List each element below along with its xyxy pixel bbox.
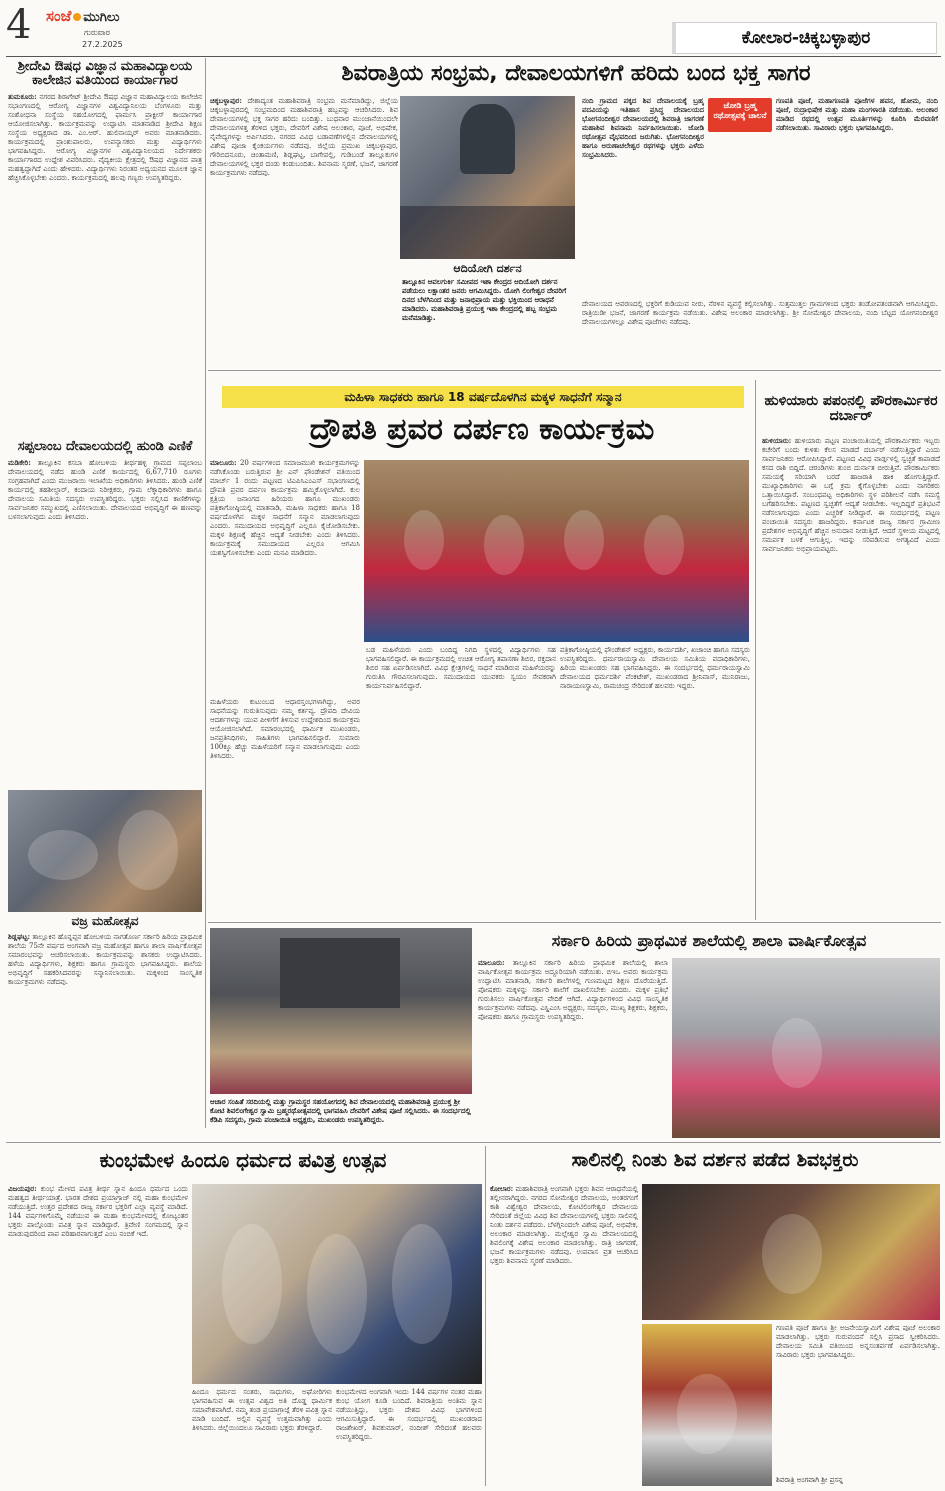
feature-col2: ಮಹಿಳೆಯರು ಕುಟುಂಬದ ಆಧಾರಸ್ತಂಭಗಳಾಗಿದ್ದು, ಅವರ ಸಾಧನೆಯನ್ನು ಗುರುತಿಸುವುದು ನಮ್ಮ ಕರ್ತವ್ಯ. ದ್ರೌಪದಿ ದೇವಿಯ ಆದರ್ಶಗಳನ್ನು ಯುವ ಪೀಳಿಗೆಗೆ ತಿಳಿಸುವ ಉದ್ದೇಶದಿಂದ ಕಾರ್ಯಕ್ರಮ ಆಯೋಜಿಸಲಾಗಿದೆ. ಸಮಾರಂಭದಲ್ಲಿ ಧಾರ್ಮಿಕ ಮುಖಂಡರು, ಜನಪ್ರತಿನಿಧಿಗಳು, ಸಾಹಿತಿಗಳು ಭಾಗವಹಿಸಲಿದ್ದಾರೆ. ಸುಮಾರು 100ಕ್ಕೂ ಹೆಚ್ಚು ಮಹಿಳೆಯರಿಗೆ ಸನ್ಮಾನ ಮಾಡಲಾಗುವುದು ಎಂದು ತಿಳಿಸಿದರು. — [210, 698, 360, 760]
kumbh-col3: ಕುಂಭಮೇಳದ ಅಂಗವಾಗಿ ಇಂದು 144 ವರ್ಷಗಳ ನಂತರ ಮಹಾ ಕುಂಭ ಯೋಗ ಕೂಡಿ ಬಂದಿದೆ. ಶಿವರಾತ್ರಿಯ ಅಂತಿಮ ಸ್ನಾನ ನಡೆಯುತ್ತಿದ್ದು, ಭಕ್ತರು ದೇಶದ ವಿವಿಧ ಭಾಗಗಳಿಂದ ಆಗಮಿಸುತ್ತಿದ್ದಾರೆ. ಈ ಸಂದರ್ಭದಲ್ಲಿ ಮುಖಂಡರಾದ ರಾಜಶೇಖರ್, ಶಿವಕುಮಾರ್, ನಂದೀಶ್ ಸೇರಿದಂತೆ ಹಲವರು ಉಪಸ್ಥಿತರಿದ್ದರು. — [336, 1388, 482, 1441]
diamond-jubilee-title: ವಜ್ರ ಮಹೋತ್ಸವ — [71, 914, 139, 928]
feature-col3: ಬಡ ಮಹಿಳೆಯರು ಎಂದು ಬಂದಿದ್ದ ನಿಗದಿ ಸ್ಥಳದಲ್ಲಿ ವಿದ್ಯಾರ್ಥಿಗಳು ಸಹ ಭಾಗವಹಿಸಲಿದ್ದಾರೆ. ಈ ಕಾರ್ಯಕ್ರಮದಲ್ಲಿ ಉಚಿತ ಆರೋಗ್ಯ ತಪಾಸಣಾ ಶಿಬಿರ, ರಕ್ತದಾನ ಶಿಬಿರ ಸಹ ಏರ್ಪಡಿಸಲಾಗಿದೆ. ವಿವಿಧ ಕ್ಷೇತ್ರಗಳಲ್ಲಿ ಸಾಧನೆ ಮಾಡಿರುವ ಮಹಿಳೆಯರನ್ನು ಗುರುತಿಸಿ ಗೌರವಿಸಲಾಗುವುದು. ಸಮುದಾಯದ ಯುವಕರು ಸ್ವಯಂ ಸೇವಕರಾಗಿ ಕಾರ್ಯನಿರ್ವಹಿಸಲಿದ್ದಾರೆ. — [366, 646, 556, 690]
feature-col1: ಮಾಲೂರು: 20 ವರ್ಷಗಳಿಂದ ಸಮಾಜಮುಖಿ ಕಾರ್ಯಕ್ರಮಗಳನ್ನು ನಡೆಸಿಕೊಂಡು ಬರುತ್ತಿರುವ ಶ್ರೀ ಎನ್ ಫೌಂಡೇಶನ್ ವತಿಯಿಂದ ಮಾರ್ಚ್ 1 ರಂದು ಪಟ್ಟಣದ ಟಿಎಪಿಸಿಎಂಎಸ್ ಸಭಾಂಗಣದಲ್ಲಿ ದ್ರೌಪತಿ ಪ್ರವರ ದರ್ಪಣ ಕಾರ್ಯಕ್ರಮ ಹಮ್ಮಿಕೊಳ್ಳಲಾಗಿದೆ. ಕುಲ ಕ್ಷತ್ರಿಯ ಜನಾಂಗದ ಹಿರಿಯರು ಹಾಗೂ ಮುಖಂಡರು ಪತ್ರಿಕಾಗೋಷ್ಠಿಯಲ್ಲಿ ಮಾತನಾಡಿ, ಮಹಿಳಾ ಸಾಧಕರು ಹಾಗೂ 18 ವರ್ಷದೊಳಗಿನ ಮಕ್ಕಳ ಸಾಧನೆಗೆ ಸನ್ಮಾನ ಮಾಡಲಾಗುವುದು ಎಂದರು. ಸಮುದಾಯದ ಅಭಿವೃದ್ಧಿಗೆ ಎಲ್ಲರೂ ಕೈಜೋಡಿಸಬೇಕು. ಮಕ್ಕಳ ಶಿಕ್ಷಣಕ್ಕೆ ಹೆಚ್ಚಿನ ಆದ್ಯತೆ ನೀಡಬೇಕು ಎಂದು ತಿಳಿಸಿದರು. ಕಾರ್ಯಕ್ರಮಕ್ಕೆ ಸಮುದಾಯದ ಎಲ್ಲರೂ ಆಗಮಿಸಿ ಯಶಸ್ವಿಗೊಳಿಸಬೇಕು ಎಂದು ಮನವಿ ಮಾಡಿದರು. — [210, 458, 360, 557]
shiva-darshan-col1: ಕೋಲಾರ: ಮಹಾಶಿವರಾತ್ರಿ ಅಂಗವಾಗಿ ಭಕ್ತರು ಶಿವನ ಆರಾಧನೆಯಲ್ಲಿ ತಲ್ಲೀನರಾಗಿದ್ದರು. ನಗರದ ಸೋಮೇಶ್ವರ ದೇವಾಲಯ, ಅಂತರಗಂಗೆ ಕಾಶಿ ವಿಶ್ವೇಶ್ವರ ದೇವಾಲಯ, ಕೋಟಿಲಿಂಗೇಶ್ವರ ದೇವಾಲಯ ಸೇರಿದಂತೆ ಜಿಲ್ಲೆಯ ವಿವಿಧ ಶಿವ ದೇವಾಲಯಗಳಲ್ಲಿ ಭಕ್ತರು ಸಾಲಿನಲ್ಲಿ ನಿಂತು ದರ್ಶನ ಪಡೆದರು. ಬೆಳಗ್ಗಿನಿಂದಲೇ ವಿಶೇಷ ಪೂಜೆ, ಅಭಿಷೇಕ, ಅಲಂಕಾರ ಮಾಡಲಾಗಿತ್ತು. ಮಲ್ಲೇಶ್ವರ ಸ್ವಾಮಿ ದೇವಾಲಯದಲ್ಲಿ ಶಿವಲಿಂಗಕ್ಕೆ ವಿಶೇಷ ಅಲಂಕಾರ ಮಾಡಲಾಗಿತ್ತು. ರಾತ್ರಿ ಜಾಗರಣೆ, ಭಜನೆ ಕಾರ್ಯಕ್ರಮಗಳು ನಡೆದವು. ಉಪವಾಸ ವ್ರತ ಆಚರಿಸಿದ ಭಕ್ತರು ಶಿವನಾಮ ಸ್ಮರಣೆ ಮಾಡಿದರು. — [490, 1184, 638, 1265]
masthead — [0, 0, 945, 56]
kumbh-col1: ವಿಜಯಪುರ: ಕುಂಭ ಮೇಳದ ಪವಿತ್ರ ತೀರ್ಥ ಸ್ನಾನ ಹಿಂದೂ ಧರ್ಮದ ಒಂದು ಮಹತ್ವದ ತೀರ್ಥಯಾತ್ರೆ. ಭಾರತ ದೇಶದ ಪ್ರಯಾಗ್ರಾಜ್ ನಲ್ಲಿ ಮಹಾ ಕುಂಭಮೇಳ ನಡೆಯುತ್ತಿದೆ. ಉತ್ತರ ಪ್ರದೇಶದ ರಾಜ್ಯ ಸರ್ಕಾರ ಭಕ್ತರಿಗೆ ಎಲ್ಲಾ ವ್ಯವಸ್ಥೆ ಮಾಡಿದೆ. 144 ವರ್ಷಗಳಿಗೊಮ್ಮೆ ನಡೆಯುವ ಈ ಮಹಾ ಕುಂಭಮೇಳದಲ್ಲಿ ಕೋಟ್ಯಂತರ ಭಕ್ತರು ಪಾಲ್ಗೊಂಡು ಪವಿತ್ರ ಸ್ನಾನ ಮಾಡಿದ್ದಾರೆ. ತ್ರಿವೇಣಿ ಸಂಗಮದಲ್ಲಿ ಸ್ನಾನ ಮಾಡುವುದರಿಂದ ಪಾಪ ಪರಿಹಾರವಾಗುತ್ತದೆ ಎಂಬ ನಂಬಿಕೆ ಇದೆ. — [8, 1184, 188, 1238]
diamond-jubilee-body: ಶಿಡ್ಲಘಟ್ಟ: ತಾಲ್ಲೂಕಿನ ಹೊನ್ನಪ್ಪನ ಹೋಬಳಿಯ ನಾಗತೊರ್ಣ ಸರ್ಕಾರಿ ಹಿರಿಯ ಪ್ರಾಥಮಿಕ ಶಾಲೆಯ 75ನೇ ವರ್ಷದ ಅಂಗವಾಗಿ ವಜ್ರ ಮಹೋತ್ಸವ ಹಾಗೂ ಶಾಲಾ ವಾರ್ಷಿಕೋತ್ಸವ ಸಮಾರಂಭವನ್ನು ಆಚರಿಸಲಾಯಿತು. ಕಾರ್ಯಕ್ರಮವನ್ನು ಶಾಸಕರು ಉದ್ಘಾಟಿಸಿದರು. ಹಳೆಯ ವಿದ್ಯಾರ್ಥಿಗಳು, ಶಿಕ್ಷಕರು ಹಾಗೂ ಗ್ರಾಮಸ್ಥರು ಭಾಗವಹಿಸಿದ್ದರು. ಶಾಲೆಯ ಅಭಿವೃದ್ಧಿಗೆ ಸಹಕರಿಸಿದವರನ್ನು ಸನ್ಮಾನಿಸಲಾಯಿತು. ಮಕ್ಕಳಿಂದ ಸಾಂಸ್ಕೃತಿಕ ಕಾರ್ಯಕ್ರಮಗಳು ನಡೆದವು. — [8, 932, 202, 986]
feature-kicker: ಮಹಿಳಾ ಸಾಧಕರು ಹಾಗೂ 18 ವರ್ಷದೊಳಗಿನ ಮಕ್ಕಳ ಸಾಧನೆಗೆ ಸನ್ಮಾನ — [222, 386, 744, 408]
sun-icon — [73, 13, 81, 21]
ganesha-photo — [642, 1324, 772, 1486]
paper-name-red: ಸಂಜೆ — [46, 7, 72, 25]
diamond-jubilee-photo — [8, 790, 202, 912]
rathotsava-tag: ಜೋಡಿ ಬ್ರಹ್ಮ ರಥೋತ್ಸವಕ್ಕೆ ಚಾಲನೆ — [708, 98, 772, 132]
huliyar-headline: ಹುಳಿಯಾರು ಪಪಂನಲ್ಲಿ ಪೌರಕಾರ್ಮಿಕರ ದರ್ಬಾರ್ — [764, 393, 938, 425]
feature-col4: ಪತ್ರಿಕಾಗೋಷ್ಠಿಯಲ್ಲಿ ಫೌಂಡೇಶನ್ ಅಧ್ಯಕ್ಷರು, ಕಾರ್ಯದರ್ಶಿ, ಖಜಾಂಚಿ ಹಾಗೂ ಸದಸ್ಯರು ಉಪಸ್ಥಿತರಿದ್ದರು. ಧರ್ಮರಾಯಸ್ವಾಮಿ ದೇವಾಲಯ ಸಮಿತಿಯ ಪದಾಧಿಕಾರಿಗಳು, ಹಿರಿಯ ಮುಖಂಡರು ಸಹ ಭಾಗವಹಿಸಿದ್ದರು. ಈ ಸಂದರ್ಭದಲ್ಲಿ ಧರ್ಮರಾಯಸ್ವಾಮಿ ದೇವಾಲಯದ ಧರ್ಮದರ್ಶಿ ವೆಂಕಟೇಶ್, ಮುಖಂಡರಾದ ಶ್ರೀನಿವಾಸ್, ಮುನಿರಾಜು, ನಾರಾಯಣಸ್ವಾಮಿ, ರಾಮಚಂದ್ರ ಸೇರಿದಂತೆ ಹಲವರು ಇದ್ದರು. — [560, 646, 750, 690]
workshop-body: ತುಮಕೂರು: ನಗರದ ಶಿರಾಗೇಟ್ ಶ್ರೀದೇವಿ ಔಷಧ ವಿಜ್ಞಾನ ಮಹಾವಿದ್ಯಾಲಯ ಕಾಲೇಜಿನ ಸಭಾಂಗಣದಲ್ಲಿ ಆರೋಗ್ಯ ವಿಜ್ಞಾನಗಳ ವಿಶ್ವವಿದ್ಯಾನಿಲಯ ಬೆಂಗಳೂರು ಮತ್ತು ಸಂಶೋಧನಾ ಸಂಸ್ಥೆಯ ಸಹಯೋಗದಲ್ಲಿ ಫಾರ್ಮಸಿ ಪ್ರಾಕ್ಟೀಸ್ ಕಾರ್ಯಾಗಾರ ಆಯೋಜಿಸಲಾಗಿತ್ತು. ಕಾರ್ಯಕ್ರಮವನ್ನು ಉದ್ಘಾಟಿಸಿ ಮಾತನಾಡಿದ ಶ್ರೀದೇವಿ ಶಿಕ್ಷಣ ಸಂಸ್ಥೆಯ ಅಧ್ಯಕ್ಷರಾದ ಡಾ. ಎಂ.ಆರ್. ಹುಲಿನಾಯ್ಕರ್ ಅವರು ಮಾತನಾಡಿದರು. ಕಾರ್ಯಕ್ರಮದಲ್ಲಿ ಪ್ರಾಂಶುಪಾಲರು, ಉಪನ್ಯಾಸಕರು ಮತ್ತು ವಿದ್ಯಾರ್ಥಿಗಳು ಭಾಗವಹಿಸಿದ್ದರು. ಆರೋಗ್ಯ ವಿಜ್ಞಾನಗಳ ವಿಶ್ವವಿದ್ಯಾನಿಲಯದ ನಿರ್ದೇಶಕರು ಕಾರ್ಯಾಗಾರದ ಉದ್ದೇಶ ವಿವರಿಸಿದರು. ವೈದ್ಯಕೀಯ ಕ್ಷೇತ್ರದಲ್ಲಿ ಔಷಧ ವಿಜ್ಞಾನದ ಪಾತ್ರ ಮಹತ್ವದ್ದಾಗಿದೆ ಎಂದು ಹೇಳಿದರು. ವಿದ್ಯಾರ್ಥಿಗಳು ನಿರಂತರ ಅಧ್ಯಯನದ ಮೂಲಕ ಜ್ಞಾನ ಹೆಚ್ಚಿಸಿಕೊಳ್ಳಬೇಕು ಎಂದರು. ಕಾರ್ಯಕ್ರಮದಲ್ಲಿ ಹಲವು ಗಣ್ಯರು ಉಪಸ್ಥಿತರಿದ್ದರು. — [8, 92, 202, 183]
region-title: ಕೋಲಾರ-ಚಿಕ್ಕಬಳ್ಳಾಪುರ — [741, 28, 871, 48]
lead-right-text-b: ಗಣಪತಿ ಪೂಜೆ, ಮಹಾಗಣಪತಿ ಪೂಜೆಗಳ ಹವನ, ಹೋಮ, ನಂದಿ ಪೂಜೆ, ರುದ್ರಾಭಿಷೇಕ ಮತ್ತು ಮಹಾ ಮಂಗಳಾರತಿ ನಡೆಯಿತು. ಅಲಂಕಾರ ಮಾಡಿದ ರಥದಲ್ಲಿ ಉತ್ಸವ ಮೂರ್ತಿಗಳನ್ನು ಕೂರಿಸಿ ಮೆರವಣಿಗೆ ನಡೆಸಲಾಯಿತು. ಸಾವಿರಾರು ಭಕ್ತರು ಭಾಗವಹಿಸಿದ್ದರು. — [776, 96, 938, 132]
school-body: ಮಾಲೂರು: ತಾಲ್ಲೂಕಿನ ಸರ್ಕಾರಿ ಹಿರಿಯ ಪ್ರಾಥಮಿಕ ಶಾಲೆಯಲ್ಲಿ ಶಾಲಾ ವಾರ್ಷಿಕೋತ್ಸವ ಕಾರ್ಯಕ್ರಮ ಅದ್ದೂರಿಯಾಗಿ ನಡೆಯಿತು. ಬಿಇಒ ಅವರು ಕಾರ್ಯಕ್ರಮ ಉದ್ಘಾಟಿಸಿ ಮಾತನಾಡಿ, ಸರ್ಕಾರಿ ಶಾಲೆಗಳಲ್ಲಿ ಗುಣಮಟ್ಟದ ಶಿಕ್ಷಣ ದೊರೆಯುತ್ತಿದೆ. ಪೋಷಕರು ಮಕ್ಕಳನ್ನು ಸರ್ಕಾರಿ ಶಾಲೆಗೆ ದಾಖಲಿಸಬೇಕು ಎಂದರು. ಮಕ್ಕಳ ಪ್ರತಿಭೆ ಗುರುತಿಸಲು ವಾರ್ಷಿಕೋತ್ಸವ ವೇದಿಕೆ ಆಗಿದೆ. ವಿದ್ಯಾರ್ಥಿಗಳಿಂದ ವಿವಿಧ ಸಾಂಸ್ಕೃತಿಕ ಕಾರ್ಯಕ್ರಮಗಳು ನಡೆದವು. ಎಸ್ಡಿಎಂಸಿ ಅಧ್ಯಕ್ಷರು, ಸದಸ್ಯರು, ಮುಖ್ಯ ಶಿಕ್ಷಕರು, ಶಿಕ್ಷಕರು, ಪೋಷಕರು ಹಾಗೂ ಗ್ರಾಮಸ್ಥರು ಉಪಸ್ಥಿತರಿದ್ದರು. — [478, 958, 668, 1021]
temple-crowd-photo — [210, 928, 472, 1094]
paper-name-black: ಮುಗಿಲು — [83, 10, 120, 25]
lead-right-text-a: ನಂದಿ ಗ್ರಾಮದ ಪಕ್ಕದ ಶಿವ ದೇವಾಲಯಕ್ಕೆ ಬ್ರಹ್ಮ ಪದವಿಯನ್ನು ಇತಿಹಾಸ ಪ್ರಸಿದ್ಧ ದೇವಾಲಯದ ಭೋಗನಂದೀಶ್ವರ ದೇವಾಲಯದಲ್ಲಿ ಶಿವರಾತ್ರಿ ಜಾಗರಣೆ ಮಹಾಶಿವ ಶಿವನಾಮ ನಿರ್ವಹಿಸಲಾಯಿತು. ಜೋಡಿ ರಥೋತ್ಸವ ವೈಭವದಿಂದ ಜರುಗಿತು. ಭೋಗನಂದೀಶ್ವರ ಹಾಗೂ ಅರುಣಾಚಲೇಶ್ವರ ರಥಗಳನ್ನು ಭಕ್ತರು ಎಳೆದು ಸಂಭ್ರಮಿಸಿದರು. — [582, 96, 704, 159]
kumbh-headline: ಕುಂಭಮೇಳ ಹಿಂದೂ ಧರ್ಮದ ಪವಿತ್ರ ಉತ್ಸವ — [99, 1148, 387, 1172]
page-number: 4 — [6, 2, 32, 48]
region-banner — [672, 22, 937, 54]
lead-bottom-text: ದೇವಾಲಯದ ಆವರಣದಲ್ಲಿ ಭಕ್ತರಿಗೆ ಕುಡಿಯುವ ನೀರು, ನೆರಳಿನ ವ್ಯವಸ್ಥೆ ಕಲ್ಪಿಸಲಾಗಿತ್ತು. ಸುತ್ತಮುತ್ತಲ ಗ್ರಾಮಗಳಿಂದ ಭಕ್ತರು ತಂಡೋಪತಂಡವಾಗಿ ಆಗಮಿಸಿದ್ದರು. ರಾತ್ರಿಯಿಡೀ ಭಜನೆ, ಜಾಗರಣೆ ಕಾರ್ಯಕ್ರಮ ನಡೆಯಿತು. ವಿಶೇಷ ಅಲಂಕಾರ ಮಾಡಲಾಗಿತ್ತು. ಶ್ರೀ ಸೋಮೇಶ್ವರ ದೇವಾಲಯ, ನಂದಿ ಬೆಟ್ಟದ ಯೋಗನಂದೀಶ್ವರ ದೇವಾಲಯಗಳಲ್ಲೂ ವಿಶೇಷ ಪೂಜೆಗಳು ನಡೆದವು. — [582, 300, 938, 326]
issue-day: ಗುರುವಾರ — [84, 28, 110, 37]
paper-logo — [46, 6, 146, 28]
temple-crowd-caption: ಆಚಾರ ಸಂಹಿತೆ ಸರದಿಯಲ್ಲಿ ಮತ್ತು ಗ್ರಾಮಸ್ಥರ ಸಹಯೋಗದಲ್ಲಿ ಶಿವ ದೇವಾಲಯದಲ್ಲಿ ಮಹಾಶಿವರಾತ್ರಿ ಪ್ರಯುಕ್ತ ಶ್ರೀ ಕೋಟಿ ಶಿವಲಿಂಗೇಶ್ವರ ಸ್ವಾಮಿ ಬ್ರಹ್ಮರಥೋತ್ಸವದಲ್ಲಿ ಭಾಗವಹಿಸಿ ದೇವರಿಗೆ ವಿಶೇಷ ಪೂಜೆ ಸಲ್ಲಿಸಿದರು. ಈ ಸಂದರ್ಭದಲ್ಲಿ ಕೆಡಿಪಿ ಸದಸ್ಯರು, ಗ್ರಾಮ ಪಂಚಾಯಿತಿ ಅಧ್ಯಕ್ಷರು, ಮುಖಂಡರು ಉಪಸ್ಥಿತರಿದ್ದರು. — [210, 1098, 471, 1124]
left-story-workshop — [8, 60, 202, 440]
huliyar-body: ಹುಳಿಯಾರು: ಹುಳಿಯಾರು ಪಟ್ಟಣ ಪಂಚಾಯಿತಿಯಲ್ಲಿ ಪೌರಕಾರ್ಮಿಕರು ಇಬ್ಬರು ಕಚೇರಿಗೆ ಬಂದು ಕುಳಿತು ಕೆಲಸ ಮಾಡದೆ ದರ್ಬಾರ್ ನಡೆಸುತ್ತಿದ್ದಾರೆ ಎಂದು ಸಾರ್ವಜನಿಕರು ಆರೋಪಿಸಿದ್ದಾರೆ. ಪಟ್ಟಣದ ವಿವಿಧ ವಾರ್ಡ್ಗಳಲ್ಲಿ ಸ್ವಚ್ಛತೆ ಕಾಪಾಡದೆ ಕಸದ ರಾಶಿ ಬಿದ್ದಿದೆ. ಚರಂಡಿಗಳು ತುಂಬಿ ದುರ್ನಾತ ಬೀರುತ್ತಿವೆ. ಪೌರಕಾರ್ಮಿಕರು ಸಮಯಕ್ಕೆ ಸರಿಯಾಗಿ ಬರದೆ ಹಾಜರಾತಿ ಹಾಕಿ ಹೋಗುತ್ತಿದ್ದಾರೆ. ಮುಖ್ಯಾಧಿಕಾರಿಗಳು ಈ ಬಗ್ಗೆ ಕ್ರಮ ಕೈಗೊಳ್ಳಬೇಕು ಎಂದು ನಾಗರಿಕರು ಒತ್ತಾಯಿಸಿದ್ದಾರೆ. ಸಂಬಂಧಪಟ್ಟ ಅಧಿಕಾರಿಗಳು ಸ್ಥಳ ಪರಿಶೀಲನೆ ನಡೆಸಿ ಸಮಸ್ಯೆ ಬಗೆಹರಿಸಬೇಕು. ಪಟ್ಟಣದ ಸ್ವಚ್ಛತೆಗೆ ಆದ್ಯತೆ ನೀಡಬೇಕು. ಇಲ್ಲದಿದ್ದರೆ ಪ್ರತಿಭಟನೆ ನಡೆಸಲಾಗುವುದು ಎಂದು ಎಚ್ಚರಿಕೆ ನೀಡಿದ್ದಾರೆ. ಈ ಸಂದರ್ಭದಲ್ಲಿ ಪಟ್ಟಣ ಪಂಚಾಯಿತಿ ಸದಸ್ಯರು ಹಾಜರಿದ್ದರು. ಕರ್ನಾಟಕ ರಾಜ್ಯ ಸರ್ಕಾರ ಗ್ರಾಮೀಣ ಪ್ರದೇಶಗಳ ಅಭಿವೃದ್ಧಿಗೆ ಹೆಚ್ಚಿನ ಅನುದಾನ ನೀಡುತ್ತಿದೆ. ಆದರೆ ಸ್ಥಳೀಯ ಮಟ್ಟದಲ್ಲಿ ಸಮರ್ಪಕ ಬಳಕೆ ಆಗುತ್ತಿಲ್ಲ. ಇದನ್ನು ಸರಿಪಡಿಸುವ ಅಗತ್ಯವಿದೆ ಎಂದು ಸಾರ್ವಜನಿಕರು ಅಭಿಪ್ರಾಯಪಟ್ಟರು. — [762, 436, 940, 553]
feature-headline: ದ್ರೌಪತಿ ಪ್ರವರ ದರ್ಪಣ ಕಾರ್ಯಕ್ರಮ — [309, 412, 655, 447]
footer-credit: ಶಿವರಾತ್ರಿ ಅಂಗವಾಗಿ ಶ್ರೀ ಪ್ರಸನ್ನ — [776, 1476, 843, 1484]
workshop-headline: ಶ್ರೀದೇವಿ ಔಷಧ ವಿಜ್ಞಾನ ಮಹಾವಿದ್ಯಾಲಯ ಕಾಲೇಜಿನ ವತಿಯಿಂದ ಕಾರ್ಯಾಗಾರ — [17, 59, 193, 89]
issue-date: 27.2.2025 — [82, 40, 123, 49]
hundi-headline: ಸಪ್ಪಲಾಂಬ ದೇವಾಲಯದಲ್ಲಿ ಹುಂಡಿ ಎಣಿಕೆ — [17, 439, 193, 454]
lead-col1: ಚಿಕ್ಕಬಳ್ಳಾಪುರ: ದೇಶಾದ್ಯಂತ ಮಹಾಶಿವರಾತ್ರಿ ಸಂಭ್ರಮ ಮನೆಮಾಡಿದ್ದು, ಜಿಲ್ಲೆಯ ಚಿಕ್ಕಬಳ್ಳಾಪುರದಲ್ಲಿ ಸಂಭ್ರಮದಿಂದ ಮಹಾಶಿವರಾತ್ರಿ ಹಬ್ಬವನ್ನು ಆಚರಿಸಿದರು. ಶಿವ ದೇವಾಲಯಗಳಲ್ಲಿ ಭಕ್ತ ಸಾಗರ ಹರಿದು ಬಂದಿತ್ತು. ಬುಧವಾರ ಮುಂಜಾನೆಯಿಂದಲೇ ದೇವಾಲಯಗಳತ್ತ ತೆರಳಿದ ಭಕ್ತರು, ದೇವರಿಗೆ ವಿಶೇಷ ಅಲಂಕಾರ, ಪೂಜೆ, ಅಭಿಷೇಕ, ನೈವೇದ್ಯಗಳನ್ನು ಅರ್ಪಿಸಿದರು. ನಗರದ ವಿವಿಧ ಬಡಾವಣೆಗಳಲ್ಲಿನ ದೇವಾಲಯಗಳಲ್ಲಿ ವಿಶೇಷ ಪೂಜಾ ಕೈಂಕರ್ಯಗಳು ನಡೆದವು. ಜಿಲ್ಲೆಯ ಪ್ರಮುಖ ಚಿಕ್ಕಬಳ್ಳಾಪುರ, ಗೌರಿಬಿದನೂರು, ಚಿಂತಾಮಣಿ, ಶಿಡ್ಲಘಟ್ಟ, ಬಾಗೇಪಲ್ಲಿ, ಗುಡಿಬಂಡೆ ತಾಲ್ಲೂಕುಗಳ ದೇವಾಲಯಗಳಲ್ಲಿ ಭಕ್ತರ ದಂಡು ಕಂಡುಬಂದಿತು. ಶಿವನಾಮ ಸ್ಮರಣೆ, ಭಜನೆ, ಜಾಗರಣೆ ಕಾರ್ಯಕ್ರಮಗಳು ನಡೆದವು. — [210, 96, 398, 177]
press-meet-photo — [364, 460, 749, 642]
hundi-body: ಮಡಿಕೇರಿ: ತಾಲ್ಲೂಕಿನ ಕಸಬಾ ಹೋಬಳಿಯ ತೀರ್ಥಹಳ್ಳಿ ಗ್ರಾಮದ ಸಪ್ಪಲಾಂಬ ದೇವಾಲಯದಲ್ಲಿ ನಡೆದ ಹುಂಡಿ ಎಣಿಕೆ ಕಾರ್ಯದಲ್ಲಿ 6,67,710 ರೂಗಳು ಸಂಗ್ರಹವಾಗಿದೆ ಎಂದು ಮುಜರಾಯಿ ಇಲಾಖೆಯ ಅಧಿಕಾರಿಗಳು ತಿಳಿಸಿದರು. ಹುಂಡಿ ಎಣಿಕೆ ಕಾರ್ಯದಲ್ಲಿ ತಹಶೀಲ್ದಾರ್, ಕಂದಾಯ ನಿರೀಕ್ಷಕರು, ಗ್ರಾಮ ಲೆಕ್ಕಾಧಿಕಾರಿಗಳು ಹಾಗೂ ದೇವಾಲಯ ಸಮಿತಿಯ ಸದಸ್ಯರು ಉಪಸ್ಥಿತರಿದ್ದರು. ಭಕ್ತರು ಸಲ್ಲಿಸಿದ ಕಾಣಿಕೆಗಳನ್ನು ಸಾರ್ವಜನಿಕರ ಸಮ್ಮುಖದಲ್ಲಿ ಎಣಿಸಲಾಯಿತು. ದೇವಾಲಯದ ಅಭಿವೃದ್ಧಿಗೆ ಈ ಹಣವನ್ನು ಬಳಸಲಾಗುವುದು ಎಂದು ತಿಳಿಸಿದರು. — [8, 458, 202, 522]
left-story-hundi — [8, 440, 202, 785]
kumbh-col2: ಹಿಂದೂ ಧರ್ಮದ ಸಂತರು, ಸಾಧುಗಳು, ಅಘೋರಿಗಳು ಭಾಗವಹಿಸುವ ಈ ಉತ್ಸವ ವಿಶ್ವದ ಅತಿ ದೊಡ್ಡ ಧಾರ್ಮಿಕ ಸಮಾವೇಶವಾಗಿದೆ. ನಮ್ಮ ತಂಡ ಪ್ರಯಾಗ್ರಾಜ್ಗೆ ತೆರಳಿ ಪವಿತ್ರ ಸ್ನಾನ ಮಾಡಿ ಬಂದಿದೆ. ಅಲ್ಲಿನ ವ್ಯವಸ್ಥೆ ಉತ್ತಮವಾಗಿತ್ತು ಎಂದು ತಿಳಿಸಿದರು. ಜಿಲ್ಲೆಯಿಂದಲೂ ಸಾವಿರಾರು ಭಕ್ತರು ತೆರಳಿದ್ದಾರೆ. — [192, 1388, 332, 1432]
adiyogi-caption-body: ತಾಲ್ಲೂಕಿನ ಆವಲಗುರ್ಕಿ ಸಮೀಪದ ಇಶಾ ಕೇಂದ್ರದ ಆದಿಯೋಗಿ ದರ್ಶನ ಪಡೆಯಲು ಲಕ್ಷಾಂತರ ಜನರು ಆಗಮಿಸಿದ್ದರು. ಯೋಗಿ ಲಿಂಗೇಶ್ವರ ದೇವರಿಗೆ ದಿನದ ಬೆಳಗಿನಿಂದ ಮತ್ತು ಜನಾಭಿಪ್ರಾಯ ಮತ್ತು ಭಕ್ತಿಯಿಂದ ಆರಾಧನೆ ಮಾಡಿದರು. ಮಹಾಶಿವರಾತ್ರಿ ಪ್ರಯುಕ್ತ ಇಶಾ ಕೇಂದ್ರದಲ್ಲಿ ಹಬ್ಬ ಸಂಭ್ರಮ ಮನೆಮಾಡಿತ್ತು. — [402, 278, 567, 322]
school-headline: ಸರ್ಕಾರಿ ಹಿರಿಯ ಪ್ರಾಥಮಿಕ ಶಾಲೆಯಲ್ಲಿ ಶಾಲಾ ವಾರ್ಷಿಕೋತ್ಸವ — [551, 931, 867, 950]
shiva-darshan-headline: ಸಾಲಿನಲ್ಲಿ ನಿಂತು ಶಿವ ದರ್ಶನ ಪಡೆದ ಶಿವಭಕ್ತರು — [571, 1149, 859, 1171]
kumbh-photo — [192, 1184, 482, 1384]
ganesha-caption: ಗಣಪತಿ ಪೂಜೆ ಹಾಗೂ ಶ್ರೀ ಅಜನೇಯಸ್ವಾಮಿಗೆ ವಿಶೇಷ ಪೂಜೆ ಅಲಂಕಾರ ಮಾಡಲಾಗಿತ್ತು. ಭಕ್ತರು ಗುರುವಂದನೆ ಸಲ್ಲಿಸಿ ಪ್ರಸಾದ ಸ್ವೀಕರಿಸಿದರು. ದೇವಾಲಯ ಸಮಿತಿ ವತಿಯಿಂದ ಅನ್ನಸಂತರ್ಪಣೆ ಏರ್ಪಡಿಸಲಾಗಿತ್ತು. ಸಾವಿರಾರು ಭಕ್ತರು ಭಾಗವಹಿಸಿದ್ದರು. — [776, 1324, 940, 1359]
school-photo — [672, 958, 940, 1138]
lead-headline: ಶಿವರಾತ್ರಿಯ ಸಂಭ್ರಮ, ದೇವಾಲಯಗಳಿಗೆ ಹರಿದು ಬಂದ ಭಕ್ತ ಸಾಗರ — [341, 61, 811, 86]
adiyogi-photo — [400, 96, 575, 259]
adiyogi-caption-title: ಆದಿಯೋಗಿ ದರ್ಶನ — [453, 262, 522, 275]
shiva-queue-photo — [642, 1184, 940, 1320]
